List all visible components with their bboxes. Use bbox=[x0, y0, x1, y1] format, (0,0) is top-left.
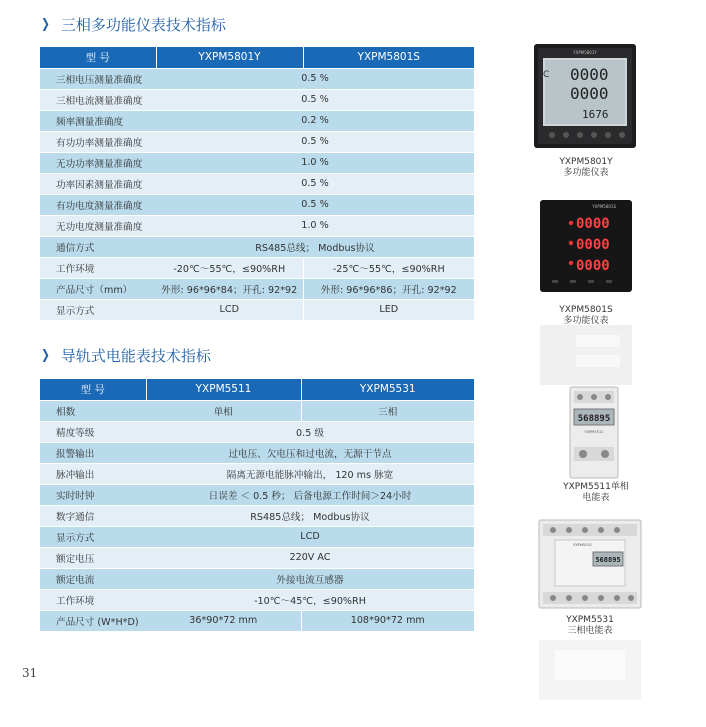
row-label: 报警输出 bbox=[40, 442, 146, 463]
led-meter-illustration bbox=[538, 198, 634, 294]
row-label: 实时时钟 bbox=[40, 484, 146, 505]
row-value-model-2: 外形: 96*96*86；开孔: 92*92 bbox=[303, 278, 474, 299]
table-row bbox=[40, 484, 474, 505]
product-name: YXPM5511单相 bbox=[563, 482, 629, 492]
product-reflection-2 bbox=[538, 325, 634, 385]
row-value-merged: 过电压、欠电压和过电流，无源干节点 bbox=[146, 442, 474, 463]
row-label: 三相电压测量准确度 bbox=[40, 68, 156, 89]
header-model-2: YXPM5531 bbox=[301, 379, 474, 400]
row-value-merged: 1.0 % bbox=[156, 215, 474, 236]
row-label: 无功电度测量准确度 bbox=[40, 215, 156, 236]
row-label: 额定电压 bbox=[40, 547, 146, 568]
table-row bbox=[40, 421, 474, 442]
spec-table-rail-meter bbox=[40, 379, 474, 632]
led-row-3: 0000 bbox=[576, 258, 610, 274]
table-header-row bbox=[40, 379, 474, 400]
table-row bbox=[40, 278, 474, 299]
row-value-merged: 隔离无源电能脉冲输出， 120 ms 脉宽 bbox=[146, 463, 474, 484]
section1-title-text: 三相多功能仪表技术指标 bbox=[60, 16, 226, 34]
row-label: 无功功率测量准确度 bbox=[40, 152, 156, 173]
row-value-model-1: 36*90*72 mm bbox=[146, 610, 301, 631]
row-value-model-2: -25℃～55℃，≤90%RH bbox=[303, 257, 474, 278]
section2-title bbox=[40, 345, 211, 366]
panel-model-label: YXPM5801Y bbox=[573, 50, 597, 55]
row-label: 显示方式 bbox=[40, 299, 156, 320]
row-label: 频率测量准确度 bbox=[40, 110, 156, 131]
product-name: YXPM5531 bbox=[566, 615, 614, 625]
header-model-1: YXPM5511 bbox=[146, 379, 301, 400]
row-value-model-1: LCD bbox=[156, 299, 303, 320]
table-row bbox=[40, 400, 474, 421]
table-row bbox=[40, 526, 474, 547]
row-value-model-2: LED bbox=[303, 299, 474, 320]
table-row bbox=[40, 194, 474, 215]
panel-model-label: YXPM5531 bbox=[573, 543, 593, 547]
product-caption-3 bbox=[554, 482, 638, 504]
table-row bbox=[40, 89, 474, 110]
table-row bbox=[40, 236, 474, 257]
row-label: 工作环境 bbox=[40, 589, 146, 610]
product-name: YXPM5801S bbox=[559, 305, 613, 315]
header-model-1: YXPM5801Y bbox=[156, 47, 303, 68]
row-label: 有功电度测量准确度 bbox=[40, 194, 156, 215]
chevron-right-icon: ❯ bbox=[41, 17, 50, 32]
row-value-merged: RS485总线； Modbus协议 bbox=[146, 505, 474, 526]
spec-table-multifunction bbox=[40, 47, 474, 321]
row-label: 精度等级 bbox=[40, 421, 146, 442]
row-value-merged: 外接电流互感器 bbox=[146, 568, 474, 589]
table-row bbox=[40, 547, 474, 568]
reflection-illustration bbox=[537, 640, 643, 700]
product-desc: 三相电能表 bbox=[567, 626, 613, 636]
table-row bbox=[40, 68, 474, 89]
row-label: 有功功率测量准确度 bbox=[40, 131, 156, 152]
lcd-side-mark: C bbox=[543, 70, 550, 80]
din-lcd-digits: 568895 bbox=[577, 414, 611, 424]
table-row bbox=[40, 442, 474, 463]
product-caption-4 bbox=[548, 615, 632, 637]
row-label: 三相电流测量准确度 bbox=[40, 89, 156, 110]
chevron-right-icon: ❯ bbox=[41, 348, 50, 363]
panel-model-label: YXPM5511 bbox=[584, 430, 604, 434]
table-row bbox=[40, 215, 474, 236]
product-image-yxpm5801s bbox=[538, 198, 634, 294]
lcd-digits-top: 0000 bbox=[570, 65, 609, 84]
table-body bbox=[40, 68, 474, 320]
row-value-merged: LCD bbox=[146, 526, 474, 547]
table-body bbox=[40, 400, 474, 631]
table-row bbox=[40, 610, 474, 631]
led-row-2: 0000 bbox=[576, 237, 610, 253]
row-label: 额定电流 bbox=[40, 568, 146, 589]
row-label: 相数 bbox=[40, 400, 146, 421]
row-value-merged: 0.5 % bbox=[156, 173, 474, 194]
row-value-model-2: 108*90*72 mm bbox=[301, 610, 474, 631]
row-value-model-2: 三相 bbox=[301, 400, 474, 421]
product-name: YXPM5801Y bbox=[559, 157, 613, 167]
row-label: 工作环境 bbox=[40, 257, 156, 278]
product-caption-1 bbox=[545, 157, 627, 179]
table-row bbox=[40, 505, 474, 526]
row-value-merged: -10℃～45℃，≤90%RH bbox=[146, 589, 474, 610]
product-desc: 多功能仪表 bbox=[563, 316, 609, 326]
row-value-merged: 1.0 % bbox=[156, 152, 474, 173]
table-row bbox=[40, 131, 474, 152]
reflection-illustration bbox=[538, 325, 634, 385]
page-number: 31 bbox=[22, 666, 38, 680]
row-value-model-1: -20℃～55℃，≤90%RH bbox=[156, 257, 303, 278]
header-model-label: 型 号 bbox=[40, 47, 156, 68]
row-label: 数字通信 bbox=[40, 505, 146, 526]
row-value-merged: 0.5 % bbox=[156, 131, 474, 152]
table-row bbox=[40, 152, 474, 173]
section1-title bbox=[40, 14, 226, 35]
lcd-digits-mid: 0000 bbox=[570, 84, 609, 103]
row-value-merged: 0.2 % bbox=[156, 110, 474, 131]
panel-model-label: YXPM5801S bbox=[592, 204, 616, 209]
section2-title-text: 导轨式电能表技术指标 bbox=[60, 347, 211, 365]
row-label: 显示方式 bbox=[40, 526, 146, 547]
product-caption-2 bbox=[545, 305, 627, 327]
table-row bbox=[40, 299, 474, 320]
product-image-yxpm5511 bbox=[568, 385, 620, 480]
table-row bbox=[40, 589, 474, 610]
header-model-label: 型 号 bbox=[40, 379, 146, 400]
row-value-merged: 0.5 级 bbox=[146, 421, 474, 442]
row-value-merged: 日误差 ＜ 0.5 秒； 后备电源工作时间＞24小时 bbox=[146, 484, 474, 505]
table-row bbox=[40, 463, 474, 484]
table-row bbox=[40, 257, 474, 278]
header-model-2: YXPM5801S bbox=[303, 47, 474, 68]
row-value-model-1: 单相 bbox=[146, 400, 301, 421]
table-row bbox=[40, 110, 474, 131]
row-value-merged: 0.5 % bbox=[156, 89, 474, 110]
table-header-row bbox=[40, 47, 474, 68]
row-label: 产品尺寸 (W*H*D) bbox=[40, 610, 146, 631]
row-value-merged: RS485总线； Modbus协议 bbox=[156, 236, 474, 257]
row-label: 通信方式 bbox=[40, 236, 156, 257]
product-reflection-4 bbox=[537, 640, 643, 700]
product-desc: 电能表 bbox=[582, 493, 610, 503]
row-value-merged: 220V AC bbox=[146, 547, 474, 568]
table-row bbox=[40, 568, 474, 589]
din-meter-three-phase-illustration bbox=[537, 518, 643, 610]
led-row-1: 0000 bbox=[576, 216, 610, 232]
row-label: 脉冲输出 bbox=[40, 463, 146, 484]
row-label: 功率因素测量准确度 bbox=[40, 173, 156, 194]
row-value-merged: 0.5 % bbox=[156, 194, 474, 215]
din-meter-single-illustration bbox=[568, 385, 620, 480]
lcd-meter-illustration bbox=[530, 42, 640, 152]
table-row bbox=[40, 173, 474, 194]
lcd-digits-bot: 1676 bbox=[582, 108, 609, 121]
product-image-yxpm5801y bbox=[530, 42, 640, 152]
product-image-yxpm5531 bbox=[537, 518, 643, 610]
row-value-model-1: 外形: 96*96*84；开孔: 92*92 bbox=[156, 278, 303, 299]
din-lcd-digits: 568895 bbox=[595, 556, 621, 564]
row-label: 产品尺寸（mm） bbox=[40, 278, 156, 299]
product-desc: 多功能仪表 bbox=[563, 168, 609, 178]
row-value-merged: 0.5 % bbox=[156, 68, 474, 89]
